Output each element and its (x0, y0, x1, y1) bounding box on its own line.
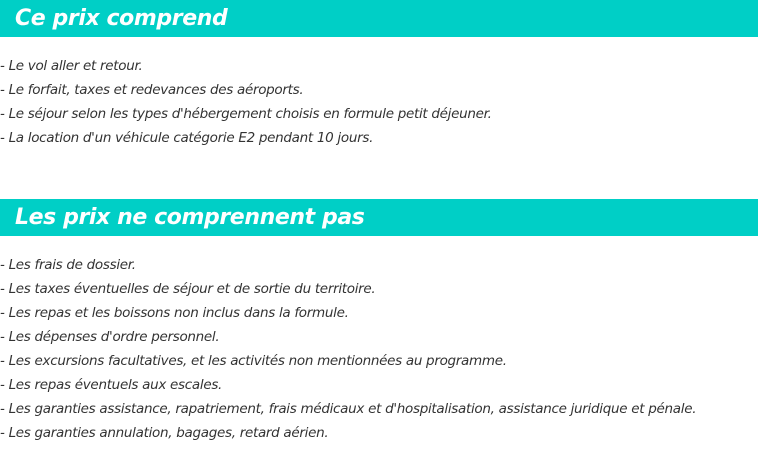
excluded-item-personal-expenses: - Les dépenses d'ordre personnel. (0, 329, 220, 345)
excluded-item-excursions: - Les excursions facultatives, et les activités non mentionnées au programme. (0, 353, 507, 369)
excluded-item-stopover-meals: - Les repas éventuels aux escales. (0, 377, 223, 393)
excluded-section-title: Les prix ne comprennent pas (0, 199, 758, 236)
excluded-item-local-taxes: - Les taxes éventuelles de séjour et de sortie du territoire. (0, 281, 376, 297)
included-item-flight: - Le vol aller et retour. (0, 58, 143, 74)
excluded-item-assistance-insurance: - Les garanties assistance, rapatriement, frais médicaux et d'hospitalisation, assistance juridique et pénale. (0, 401, 697, 417)
excluded-list (0, 253, 696, 445)
excluded-item-cancellation-insurance: - Les garanties annulation, bagages, retard aérien. (0, 425, 329, 441)
excluded-item-fees: - Les frais de dossier. (0, 257, 136, 273)
included-item-stay: - Le séjour selon les types d'hébergement choisis en formule petit déjeuner. (0, 106, 492, 122)
included-item-car-rental: - La location d'un véhicule catégorie E2 pendant 10 jours. (0, 130, 374, 146)
included-list (0, 54, 492, 150)
excluded-item-meals: - Les repas et les boissons non inclus dans la formule. (0, 305, 349, 321)
included-section-title: Ce prix comprend (0, 0, 758, 37)
included-item-taxes: - Le forfait, taxes et redevances des aéroports. (0, 82, 304, 98)
